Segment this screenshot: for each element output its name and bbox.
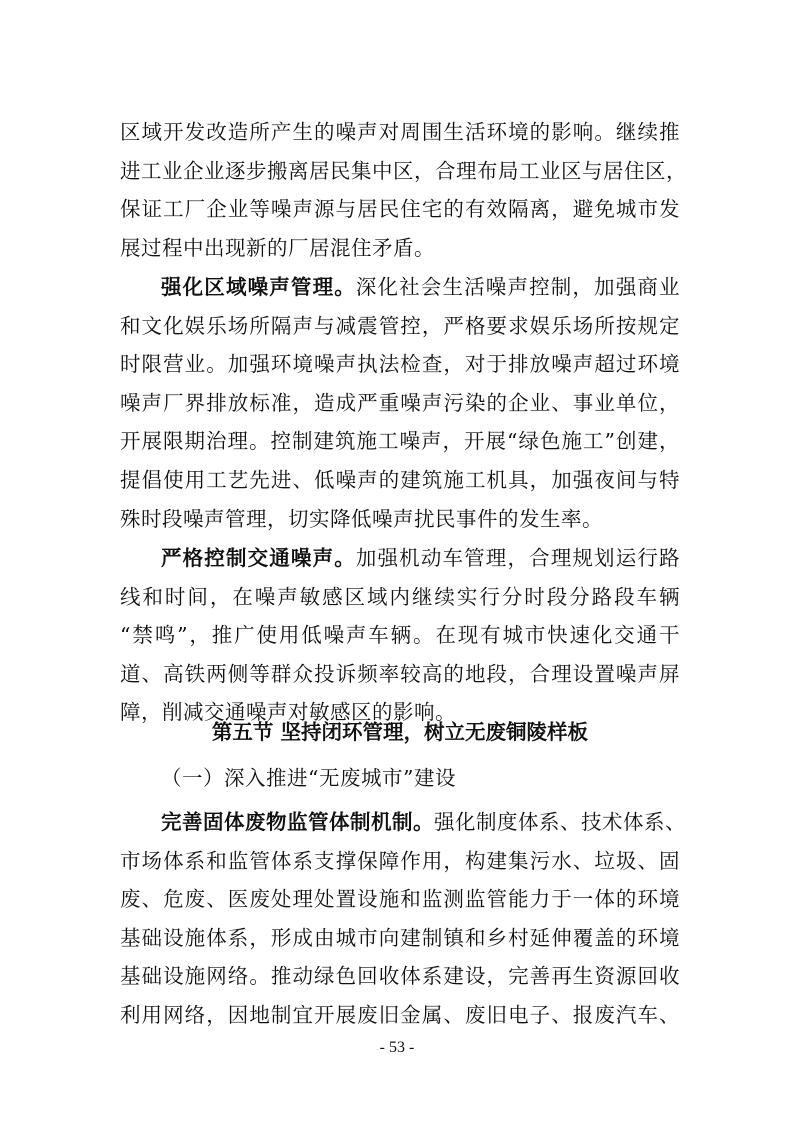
paragraph-solid-waste [120,803,686,1035]
paragraph-noise-development [120,113,687,267]
text-line: 市场体系和监管体系支撑保障作用，构建集污水、垃圾、固 [120,848,680,873]
text-line: 提倡使用工艺先进、低噪声的建筑施工机具，加强夜间与特 [120,467,680,492]
text-line: 完善固体废物监管体制机制。强化制度体系、技术体系、 [161,810,686,834]
text-line: 障，削减交通噪声对敏感区的影响。 [120,700,456,725]
text-line: 展过程中出现新的厂居混住矛盾。 [120,235,435,260]
text-line: 保证工厂企业等噪声源与居民住宅的有效隔离，避免城市发 [120,197,680,222]
text-line: 噪声厂界排放标准，造成严重噪声污染的企业、事业单位， [120,390,680,415]
text-line: 基础设施体系，形成由城市向建制镇和乡村延伸覆盖的环境 [120,925,680,950]
paragraph-lead: 完善固体废物监管体制机制。 [161,810,434,834]
text-line: 严格控制交通噪声。加强机动车管理，合理规划运行路 [161,546,681,570]
text-line: 利用网络，因地制宜开展废旧金属、废旧电子、报废汽车、 [120,1002,680,1027]
text-line: 殊时段噪声管理，切实降低噪声扰民事件的发生率。 [120,506,603,531]
section-title: 第五节 坚持闭环管理，树立无废铜陵样板 [211,720,589,744]
text-line: 基础设施网络。推动绿色回收体系建设，完善再生资源回收 [120,964,680,989]
paragraph-regional-noise [120,268,680,538]
text-line: 强化区域噪声管理。深化社会生活噪声控制，加强商业 [161,275,681,299]
text-line: 道、高铁两侧等群众投诉频率较高的地段，合理设置噪声屏 [120,661,680,686]
text-line: 线和时间，在噪声敏感区域内继续实行分时段分路段车辆 [120,584,680,609]
paragraph-lead: 严格控制交通噪声。 [161,546,356,570]
page-number: - 53 - [379,1039,415,1056]
text-line: 和文化娱乐场所隔声与减震管控，严格要求娱乐场所按规定 [120,313,680,338]
paragraph-lead: 强化区域噪声管理。 [161,275,356,299]
text-line: 废、危废、医废处理处置设施和监测监管能力于一体的环境 [120,887,680,912]
sub-heading: （一）深入推进“无废城市”建设 [161,766,456,790]
text-line: “禁鸣”，推广使用低噪声车辆。在现有城市快速化交通干 [120,623,680,648]
text-line: 开展限期治理。控制建筑施工噪声，开展“绿色施工”创建， [120,429,680,454]
text-line: 进工业企业逐步搬离居民集中区，合理布局工业区与居住区， [120,158,687,183]
text-line: 时限营业。加强环境噪声执法检查，对于排放噪声超过环境 [120,352,680,377]
paragraph-traffic-noise [120,539,680,732]
text-line: 区域开发改造所产生的噪声对周围生活环境的影响。继续推 [120,120,680,144]
